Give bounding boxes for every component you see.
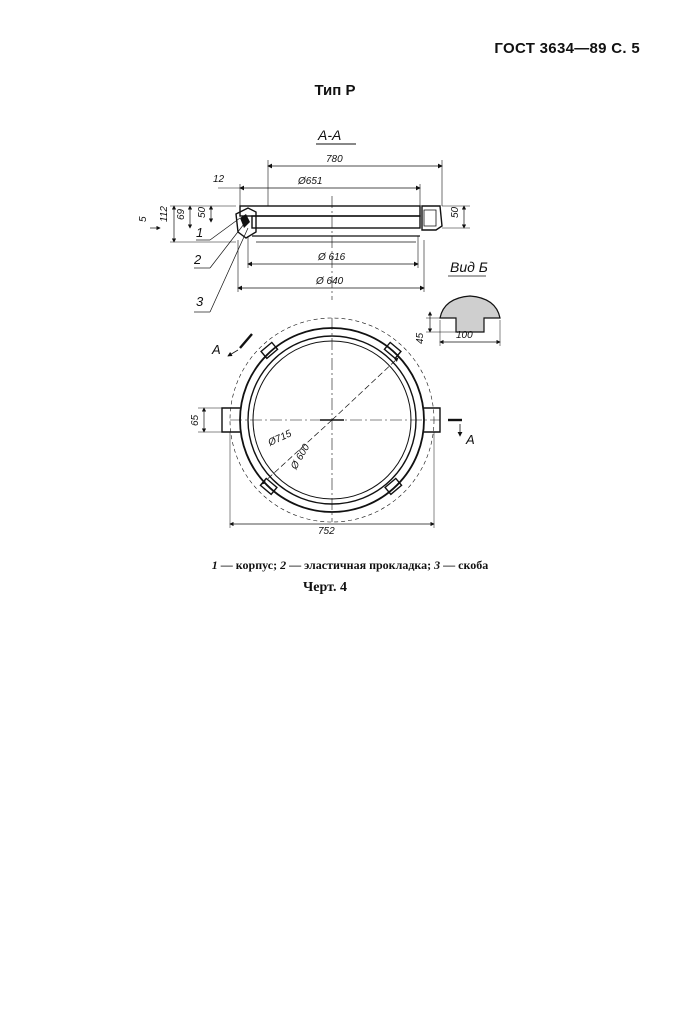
dim-5: 5 [138,216,149,222]
section-view [138,127,470,312]
legend-num-3: 3 [434,558,441,572]
legend-num-1: 1 [211,558,218,572]
dim-50-left: 50 [197,206,208,218]
plan-view [190,318,475,537]
figure-caption: Черт. 4 [303,580,347,595]
dim-780: 780 [326,154,343,165]
callout-3: 3 [196,294,204,309]
view-b [415,259,500,346]
dim-69: 69 [176,208,187,220]
dim-600: Ø 600 [289,442,313,472]
dim-50-right: 50 [450,206,461,218]
cut-label-right: А [466,432,475,447]
dim-651: Ø651 [298,176,323,187]
dim-112: 112 [159,206,170,222]
legend-text-2: — эластичная прокладка; [286,558,435,572]
page-header: ГОСТ 3634—89 С. 5 [494,40,640,57]
cut-label-left: А [212,342,221,357]
callout-1: 1 [196,225,204,240]
view-b-dim-100: 100 [456,330,473,341]
dim-640: Ø 640 [316,276,344,287]
dim-715: Ø715 [266,428,294,449]
legend-num-2: 2 [280,558,287,572]
callout-2: 2 [194,252,202,267]
legend-text-1: — корпус; [217,558,281,572]
dim-12: 12 [213,174,225,185]
view-b-label: Вид Б [450,259,488,275]
dim-616: Ø 616 [318,252,346,263]
type-title: Тип Р [314,82,356,99]
dim-752: 752 [318,526,335,537]
dim-65: 65 [190,414,201,426]
section-label: А-А [318,127,342,143]
view-b-dim-45: 45 [415,332,426,344]
legend [0,558,700,573]
legend-text-3: — скоба [440,558,489,572]
